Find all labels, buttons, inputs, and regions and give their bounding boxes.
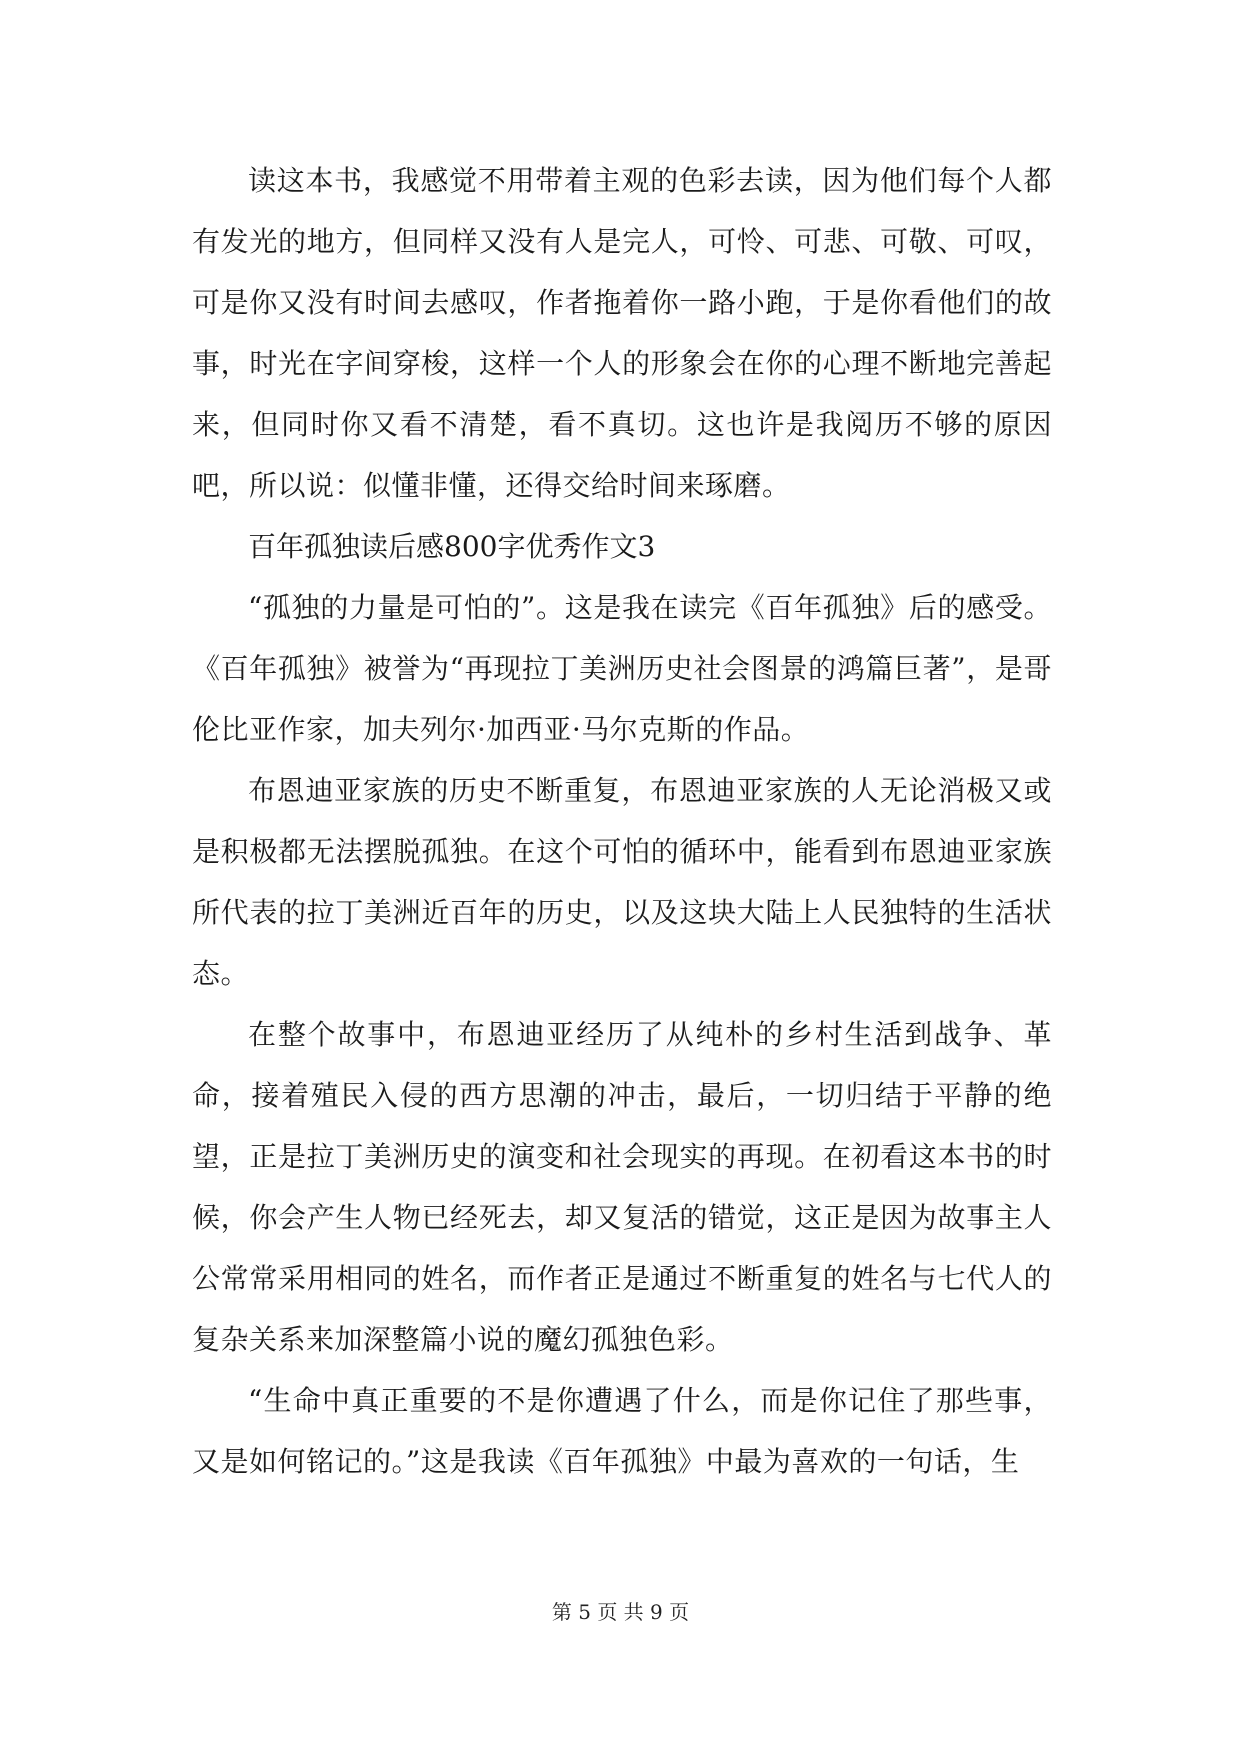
paragraph-1: 读这本书，我感觉不用带着主观的色彩去读，因为他们每个人都有发光的地方，但同样又没有人是完人，可怜、可悲、可敬、可叹，可是你又没有时间去感叹，作者拖着你一路小跑，于是你看他们的故事，时光在字间穿梭，这样一个人的形象会在你的心理不断地完善起来，但同时你又看不清楚，看不真切。这也许是我阅历不够的原因吧，所以说：似懂非懂，还得交给时间来琢磨。 bbox=[192, 164, 1052, 502]
document-body bbox=[192, 150, 1052, 1492]
section-heading: 百年孤独读后感800字优秀作文3 bbox=[248, 530, 656, 563]
paragraph-2: “孤独的力量是可怕的”。这是我在读完《百年孤独》后的感受。《百年孤独》被誉为“再现拉丁美洲历史社会图景的鸿篇巨著”，是哥伦比亚作家，加夫列尔·加西亚·马尔克斯的作品。 bbox=[192, 591, 1052, 746]
paragraph-3: 布恩迪亚家族的历史不断重复，布恩迪亚家族的人无论消极又或是积极都无法摆脱孤独。在这个可怕的循环中，能看到布恩迪亚家族所代表的拉丁美洲近百年的历史，以及这块大陆上人民独特的生活状态。 bbox=[192, 774, 1052, 990]
paragraph-4: 在整个故事中，布恩迪亚经历了从纯朴的乡村生活到战争、革命，接着殖民入侵的西方思潮的冲击，最后，一切归结于平静的绝望，正是拉丁美洲历史的演变和社会现实的再现。在初看这本书的时候，你会产生人物已经死去，却又复活的错觉，这正是因为故事主人公常常采用相同的姓名，而作者正是通过不断重复的姓名与七代人的复杂关系来加深整篇小说的魔幻孤独色彩。 bbox=[192, 1018, 1052, 1356]
paragraph-5: “生命中真正重要的不是你遭遇了什么，而是你记住了那些事，又是如何铭记的。”这是我读《百年孤独》中最为喜欢的一句话，生 bbox=[192, 1384, 1052, 1478]
page-number-footer: 第 5 页 共 9 页 bbox=[551, 1600, 690, 1624]
